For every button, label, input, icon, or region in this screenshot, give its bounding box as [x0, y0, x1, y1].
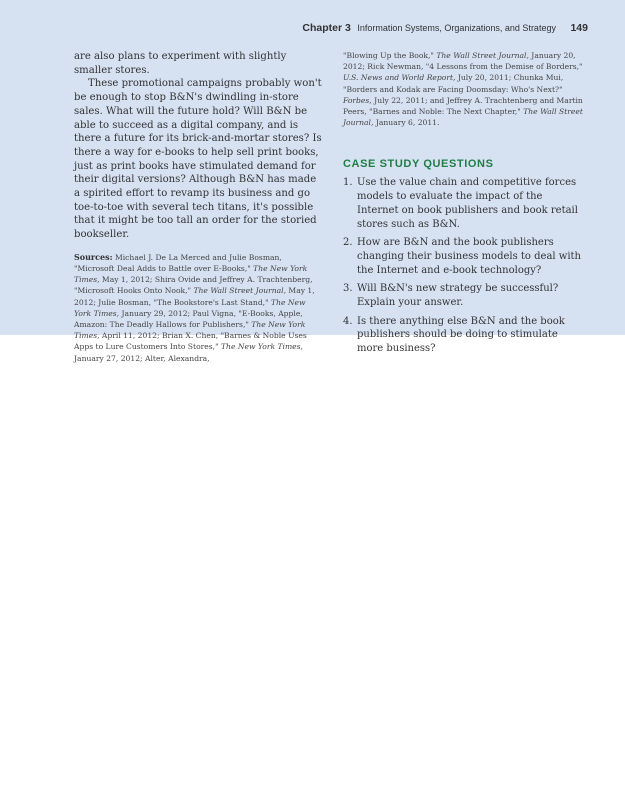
question-number: 3. — [343, 283, 353, 295]
question-text: Use the value chain and competitive forces models to evaluate the impact of the Internet on book publishers and book retail stores such as B&N. — [357, 177, 578, 230]
refs-fragment: "Blowing Up the Book," — [343, 51, 437, 60]
sources-fragment: The New York Times, — [74, 297, 306, 318]
question-number: 4. — [343, 315, 353, 327]
question-number: 1. — [343, 177, 353, 189]
refs-fragment: January 6, 2011. — [373, 118, 440, 128]
case-study-panel — [0, 0, 625, 363]
sources-fragment: January 29, 2012; Paul Vigna, "E-Books, Apple, Amazon: The Deadly Hallows for Publishers," — [74, 308, 303, 330]
refs-fragment: July 20, 2011; Chunka Mui, "Borders and Kodak are Facing Doomsday: Who's Next?" — [343, 73, 564, 94]
sources-text — [74, 253, 315, 363]
case-study-question — [343, 315, 587, 356]
sources-citation — [74, 252, 324, 364]
chapter-label: Chapter 3 — [302, 22, 351, 34]
sources-fragment: The New York Times, — [220, 342, 303, 352]
case-study-question — [343, 282, 587, 309]
running-header — [302, 22, 588, 34]
question-number: 2. — [343, 237, 353, 249]
case-study-questions-list — [343, 176, 587, 355]
case-study-question — [343, 176, 587, 231]
sources-label: Sources: — [74, 251, 113, 262]
refs-fragment: The Wall Street Journal, — [343, 107, 583, 128]
sources-fragment: The Wall Street Journal, — [193, 286, 286, 296]
chapter-title: Information Systems, Organizations, and Strategy — [357, 23, 556, 33]
refs-fragment: The Wall Street Journal, — [436, 51, 529, 60]
sources-fragment: May 1, 2012; Julie Bosman, "The Bookstore's Last Stand," — [74, 286, 315, 307]
left-column — [74, 50, 324, 364]
sources-fragment: Michael J. De La Merced and Julie Bosman, "Microsoft Deal Adds to Battle over E-Books," — [74, 252, 282, 274]
page-number: 149 — [570, 22, 588, 34]
right-column — [343, 50, 587, 361]
refs-fragment: Forbes, — [343, 95, 372, 105]
sources-fragment: May 1, 2012; Shira Ovide and Jeffrey A. Trachtenberg, "Microsoft Hooks Onto Nook," — [74, 275, 313, 296]
refs-fragment: July 22, 2011; and Jeffrey A. Trachtenberg and Martin Peers, "Barnes and Noble: The Next Chapter," — [343, 95, 583, 117]
question-text: Is there anything else B&N and the book publishers should be doing to stimulate more business? — [357, 315, 565, 355]
sources-fragment: April 11, 2012; Brian X. Chen, "Barnes & Noble Uses Apps to Lure Customers Into Stores," — [74, 331, 307, 352]
refs-fragment: U.S. News and World Report, — [343, 73, 456, 83]
question-text: How are B&N and the book publishers changing their business models to deal with the Internet and e-book technology? — [357, 237, 581, 276]
question-text: Will B&N's new strategy be successful? Explain your answer. — [357, 283, 559, 309]
sources-fragment: The New York Times, — [74, 264, 308, 285]
sources-citation-continued — [343, 50, 587, 128]
case-study-questions-heading: CASE STUDY QUESTIONS — [343, 158, 494, 171]
paragraph-conclusion: These promotional campaigns probably won't be enough to stop B&N's dwindling in-store sales. What will the future hold? Will B&N be able to succeed as a digital company, and is there a future for its brick-and-mortar stores? Is there a way for e-books to help sell print books, just as print books have stimulated demand for their digital versions? Although B&N has made a spirited effort to revamp its business and go toe-to-toe with several tech titans, it's possible that it might be too tall an order for the storied bookseller. — [74, 78, 322, 241]
paragraph-continuation: are also plans to experiment with slightly smaller stores. — [74, 51, 287, 76]
sources-fragment: January 27, 2012; Alter, Alexandra, — [74, 353, 210, 363]
sources-fragment: The New York Times, — [74, 320, 306, 341]
case-study-question — [343, 236, 587, 277]
refs-fragment: January 20, 2012; Rick Newman, "4 Lessons from the Demise of Borders," — [343, 51, 583, 72]
